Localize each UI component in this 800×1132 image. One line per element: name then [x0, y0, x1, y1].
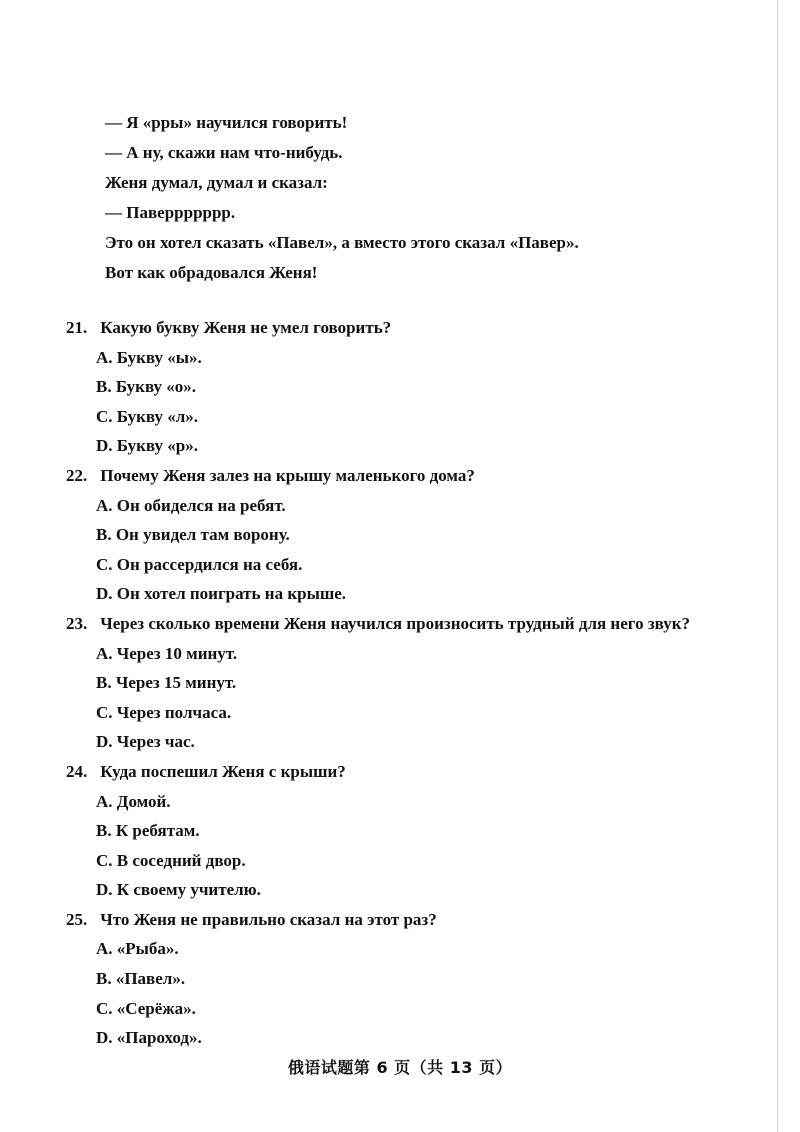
option-b: B. Он увидел там ворону. — [96, 525, 290, 545]
passage-line: Это он хотел сказать «Павел», а вместо этого сказал «Павер». — [105, 233, 579, 252]
passage-line: Женя думал, думал и сказал: — [105, 173, 328, 192]
page-edge-line — [777, 0, 778, 1132]
option-b: B. «Павел». — [96, 969, 186, 989]
option-c: C. Через полчаса. — [96, 702, 232, 722]
option-d: D. «Пароход». — [96, 1028, 202, 1048]
question-24 — [66, 757, 756, 905]
option-b: B. К ребятам. — [96, 821, 200, 841]
option-a: A. «Рыба». — [96, 939, 179, 959]
option-a: A. Букву «ы». — [96, 347, 202, 367]
question-22 — [66, 461, 756, 609]
question-stem — [66, 609, 756, 639]
option-c: C. Он рассердился на себя. — [96, 554, 303, 574]
question-number: 25. — [66, 909, 88, 929]
passage-line: — А ну, скажи нам что-нибудь. — [105, 143, 343, 162]
passage-line: Вот как обрадовался Женя! — [105, 263, 318, 282]
question-number: 22. — [66, 465, 88, 485]
question-25 — [66, 905, 756, 1053]
question-stem — [66, 313, 756, 343]
question-text: Куда поспешил Женя с крыши? — [100, 761, 346, 781]
question-text: Что Женя не правильно сказал на этот раз? — [100, 909, 437, 929]
question-stem — [66, 905, 756, 935]
question-number: 23. — [66, 613, 88, 633]
option-b: B. Через 15 минут. — [96, 673, 237, 693]
option-d: D. Через час. — [96, 732, 195, 752]
option-c: C. Букву «л». — [96, 406, 199, 426]
option-c: C. «Серёжа». — [96, 998, 196, 1018]
option-a: A. Через 10 минут. — [96, 643, 238, 663]
question-text: Какую букву Женя не умел говорить? — [100, 318, 392, 337]
question-stem — [66, 757, 756, 787]
option-b: B. Букву «о». — [96, 377, 197, 397]
question-21 — [66, 313, 756, 461]
question-number: 21. — [66, 318, 88, 337]
option-c: C. В соседний двор. — [96, 850, 246, 870]
question-text: Почему Женя залез на крышу маленького дома? — [100, 465, 475, 485]
page-footer: 俄语试题第 6 页（共 13 页） — [287, 1058, 513, 1077]
option-d: D. Букву «р». — [96, 436, 198, 456]
option-d: D. Он хотел поиграть на крыше. — [96, 584, 346, 604]
question-number: 24. — [66, 761, 88, 781]
passage-line: — Паверрррррр. — [105, 203, 236, 222]
reading-passage — [105, 108, 745, 288]
option-a: A. Он обиделся на ребят. — [96, 495, 286, 515]
question-stem — [66, 461, 756, 491]
option-a: A. Домой. — [96, 791, 171, 811]
passage-line: — Я «рры» научился говорить! — [105, 113, 348, 132]
question-list — [66, 313, 756, 1053]
option-d: D. К своему учителю. — [96, 880, 261, 900]
question-23 — [66, 609, 756, 757]
question-text: Через сколько времени Женя научился произносить трудный для него звук? — [100, 613, 691, 633]
